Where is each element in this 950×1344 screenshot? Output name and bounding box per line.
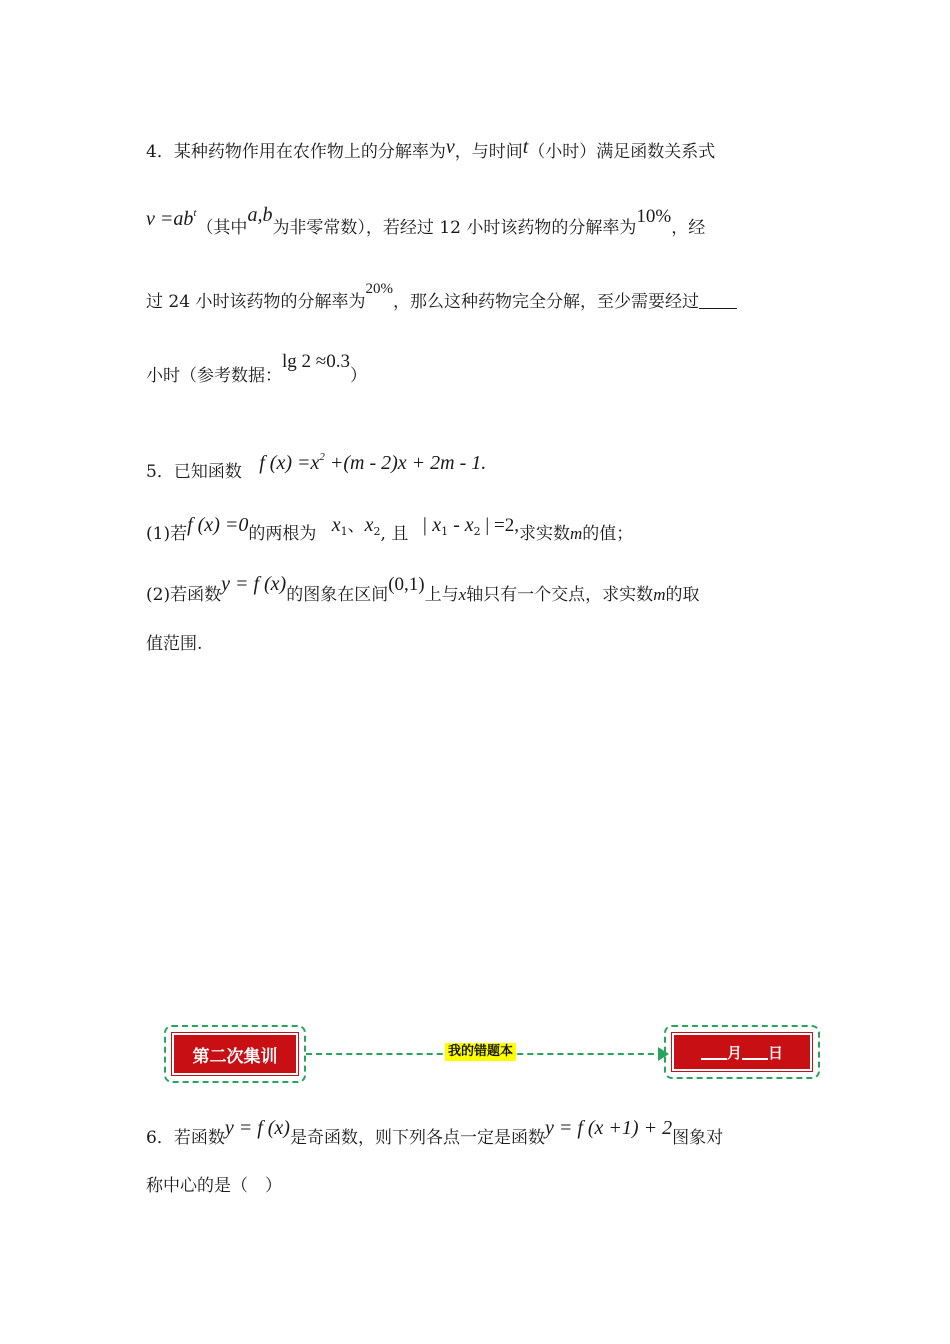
percent-20: 20% [365, 281, 393, 297]
q4-line-2 [146, 204, 706, 238]
second-training-label [172, 1033, 298, 1075]
math-m: m [653, 585, 666, 604]
q4-text: 4．某种药物作用在农作物上的分解率为 [146, 142, 446, 162]
q5-text: 的两根为 [248, 524, 317, 544]
q5-text: (1)若 [146, 524, 188, 544]
q6-text: 图象对 [672, 1128, 724, 1148]
mistake-book-text: 我的错题本 [448, 1044, 514, 1059]
q4-text: ，经 [671, 218, 706, 238]
math-equation-shifted: y = f (x +1) + 2 [544, 1117, 673, 1139]
math-sub: 1 [340, 525, 348, 538]
q5-text: 的取 [665, 585, 700, 605]
q5-text: 轴只有一个交点，求实数 [466, 585, 654, 605]
math-equation: f (x) =0 [187, 514, 249, 536]
q4-text: （其中 [196, 218, 248, 238]
date-box [672, 1033, 812, 1071]
math-x2: x [364, 514, 374, 536]
second-training-text: 第二次集训 [192, 1046, 278, 1067]
q4-text: ，那么这种药物完全分解，至少需要经过 [392, 292, 699, 312]
math-ab: a,b [247, 204, 273, 226]
percent-10: 10% [636, 206, 672, 227]
math-sub: 1 [441, 525, 449, 538]
math-sub: 2 [473, 525, 481, 538]
math-sub: 2 [373, 525, 381, 538]
math-equation: y = f (x) [221, 573, 287, 595]
q5-text: 的图象在区间 [286, 585, 389, 605]
q5-title [146, 451, 487, 482]
training-banner [164, 1025, 820, 1083]
math-interval: (0,1) [388, 574, 425, 595]
q5-text: 的值； [582, 524, 634, 544]
q5-text: 5．已知函数 [146, 462, 242, 482]
month-label: 月 [726, 1043, 742, 1062]
q5-text: 求实数 [518, 524, 570, 544]
q6-text: 6．若函数 [146, 1128, 225, 1148]
math-abs: | x [421, 514, 442, 536]
math-function-rest: +(m - 2)x + 2m - 1. [324, 452, 487, 474]
q6-line-1 [146, 1117, 724, 1148]
q4-text: 小时（参考数据： [146, 366, 282, 386]
q4-line-3 [146, 278, 737, 312]
math-x: x [458, 585, 467, 604]
math-abs: - x [448, 514, 474, 536]
date-field[interactable] [701, 1042, 783, 1063]
q4-text: （小时）满足函数关系式 [528, 142, 716, 162]
math-v: v [445, 136, 455, 158]
math-function: f (x) =x [259, 452, 320, 474]
math-equation: y = f (x) [224, 1117, 290, 1139]
q5-part1 [146, 514, 634, 544]
mistake-book-tag [445, 1043, 516, 1061]
q6-text: 是奇函数，则下列各点一定是函数 [289, 1128, 545, 1148]
math-x1: x [331, 514, 341, 536]
reference-data: lg 2 ≈0.3 [282, 351, 350, 372]
math-abs: | =2, [480, 515, 519, 536]
q4-text: ，与时间 [454, 142, 523, 162]
q5-part2-cont [146, 636, 202, 653]
q6-text: 称中心的是（ ） [146, 1176, 282, 1196]
q4-line-4 [146, 351, 367, 386]
q5-text: 上与 [424, 585, 459, 605]
math-sup: 2 [319, 451, 325, 463]
q4-text: 过 24 小时该药物的分解率为 [146, 292, 366, 312]
math-t: t [522, 136, 529, 158]
q4-text: ） [349, 366, 367, 386]
math-formula: v =ab [146, 208, 194, 230]
q5-part2 [146, 573, 700, 605]
q6-line-2 [146, 1178, 282, 1195]
q5-text: 、 [347, 516, 365, 536]
q5-text: 值范围. [146, 634, 203, 654]
day-label: 日 [768, 1043, 784, 1062]
q5-text: (2)若函数 [146, 585, 222, 605]
math-sup: t [193, 207, 197, 219]
answer-blank[interactable] [699, 292, 737, 309]
q5-text: , 且 [380, 524, 409, 544]
q4-line-1 [146, 136, 716, 162]
q4-text: 为非零常数），若经过 12 小时该药物的分解率为 [272, 218, 637, 238]
math-m: m [569, 524, 583, 543]
